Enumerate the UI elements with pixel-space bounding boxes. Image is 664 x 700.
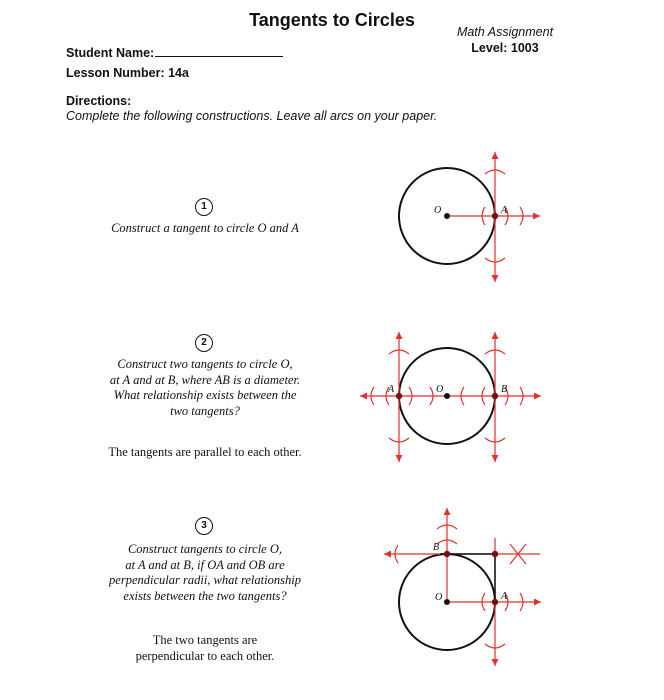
center-point <box>444 393 450 399</box>
label-a: A <box>501 591 508 602</box>
prompt-line: two tangents? <box>170 403 240 418</box>
prompt-line: perpendicular radii, what relationship <box>109 573 301 587</box>
point-a <box>492 599 498 605</box>
arrow-up-icon <box>444 508 451 515</box>
prompt-line: at A and at B, where AB is a diameter. <box>109 372 301 387</box>
prompt-line: Construct a tangent to circle O and A <box>111 221 299 235</box>
arrow-down-icon <box>492 275 499 282</box>
construction-arcs <box>395 525 526 648</box>
label-a: A <box>501 205 508 216</box>
problem-2-number: 2 <box>195 334 213 352</box>
prompt-line: exists between the two tangents? <box>123 588 287 603</box>
center-point <box>444 213 450 219</box>
level-label: Level: 1003 <box>471 41 539 55</box>
directions-text: Complete the following constructions. Leave all arcs on your paper. <box>66 109 438 123</box>
arrow-down-icon <box>492 659 499 666</box>
diagram-3 <box>384 508 541 666</box>
prompt-line: What relationship exists between the <box>113 388 297 402</box>
directions-heading: Directions: <box>66 94 132 108</box>
arrow-right-icon <box>533 213 540 220</box>
problem-3-number: 3 <box>195 517 213 535</box>
arrow-down-icon <box>492 455 499 462</box>
point-a <box>396 393 402 399</box>
arrow-down-icon <box>396 455 403 462</box>
arrow-right-icon <box>534 393 541 400</box>
problem-1-number: 1 <box>195 198 213 216</box>
label-o: O <box>434 205 442 216</box>
assignment-label: Math Assignment <box>456 25 554 39</box>
label-b: B <box>501 384 508 395</box>
intersection-point <box>492 551 498 557</box>
arrow-left-icon <box>360 393 367 400</box>
label-o: O <box>436 384 444 395</box>
label-a: A <box>388 384 395 395</box>
arrow-up-icon <box>492 152 499 159</box>
answer-line: The tangents are parallel to each other. <box>108 445 302 459</box>
student-name-label: Student Name: <box>66 46 155 60</box>
label-o: O <box>435 592 443 603</box>
prompt-line: Construct tangents to circle O, <box>127 542 283 556</box>
label-b: B <box>433 542 440 553</box>
diagram-1 <box>399 152 540 282</box>
center-point <box>444 599 450 605</box>
arrow-right-icon <box>534 599 541 606</box>
arrow-up-icon <box>492 332 499 339</box>
prompt-line: Construct two tangents to circle O, <box>117 357 293 371</box>
answer-line: The two tangents are <box>152 633 258 647</box>
point-b <box>444 551 450 557</box>
diagram-2 <box>360 332 541 462</box>
page-title: Tangents to Circles <box>249 10 415 30</box>
answer-line: perpendicular to each other. <box>135 649 275 663</box>
lesson-number: Lesson Number: 14a <box>66 66 189 80</box>
point-a <box>492 213 498 219</box>
prompt-line: at A and at B, if OA and OB are <box>125 557 285 572</box>
point-b <box>492 393 498 399</box>
arrow-left-icon <box>384 551 391 558</box>
arrow-up-icon <box>396 332 403 339</box>
